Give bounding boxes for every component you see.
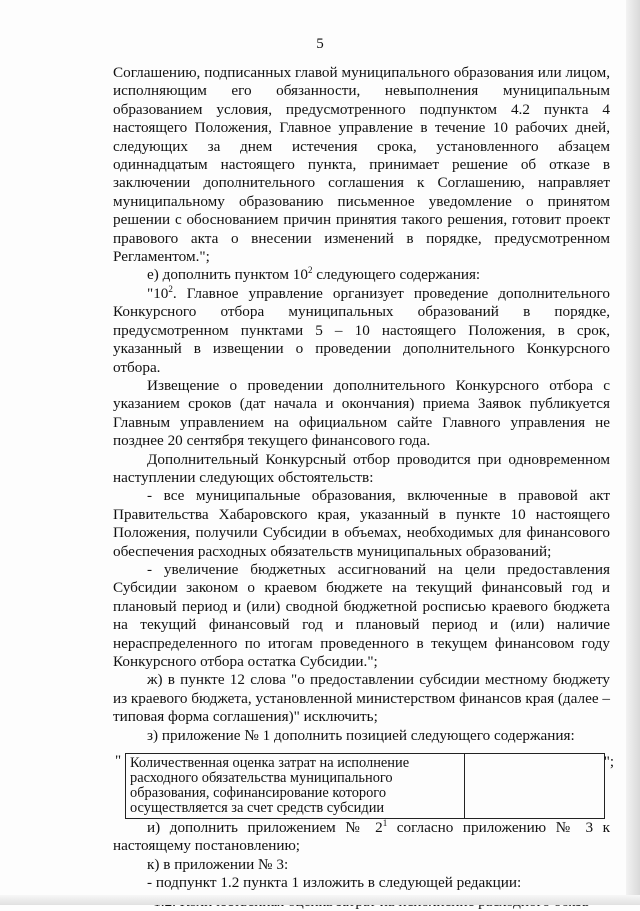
superscript: 2 [308, 265, 313, 276]
paragraph-item-zh: ж) в пункте 12 слова "о предоставлении субсидии местному бюджету из краевого бюджета, установленной министерством финансов края (далее – типовая форма соглашения)" исключить; [113, 671, 610, 726]
paragraph-condition-1: - все муниципальные образования, включенные в правовой акт Правительства Хабаровского края, указанный в пункте 10 настоящего Положения, получили Субсидии в объемах, необходимых для финансового обеспечения расходных обязательств муниципальных образований; [113, 487, 610, 560]
paragraph-10-2-number: "10 [147, 284, 169, 302]
paragraph-item-e-text: е) дополнить пунктом 10 [147, 266, 308, 284]
paragraph-condition-2: - увеличение бюджетных ассигнований на цели предоставления Субсидии законом о краевом бюджете на текущий финансовый год и плановый период и (или) сводной бюджетной росписью краевого бюджета на текущий финансовый год и плановый период и (или) наличие нераспределенного по итогам проведенного в текущем финансовом году Конкурсного отбора остатка Субсидии."; [113, 560, 610, 670]
closing-quote: "; [603, 754, 614, 771]
page-edge-shadow [626, 0, 640, 905]
opening-quote: " [115, 753, 122, 770]
paragraph-item-k: к) в приложении № 3: [147, 855, 289, 873]
paragraph-item-i-text: и) дополнить приложением № 2 [147, 819, 383, 837]
paragraph-item-z: з) приложение № 1 дополнить позицией следующего содержания: [147, 726, 575, 744]
inserted-position-block [115, 753, 614, 817]
paragraph-10-2-text: . Главное управление организует проведение дополнительного Конкурсного отбора муниципальных образований в порядке, предусмотренном пунктами 5 – 10 настоящего Положения, в срок, указанный в извещении о проведении дополнительного Конкурсного отбора. [113, 284, 610, 376]
superscript: 1 [382, 818, 388, 829]
superscript: 2 [168, 283, 173, 294]
document-body [113, 64, 614, 911]
paragraph-item-e-tail: следующего содержания: [312, 266, 481, 284]
paragraph-conditions: Дополнительный Конкурсный отбор проводится при одновременном наступлении следующих обстоятельств: [113, 450, 610, 486]
page-bottom-edge [0, 895, 640, 905]
table-cell-value [465, 754, 605, 819]
paragraph-continuation: Соглашению, подписанных главой муниципального образования или лицом, исполняющим его обязанности, невыполнения муниципальным образованием условия, предусмотренного подпунктом 4.2 пункта 4 настоящего Положения, Главное управление в течение 10 рабочих дней, следующих за днем истечения срока, установленного абзацем одиннадцатым настоящего пункта, принимает решение об отказе в заключении дополнительного соглашения к Соглашению, направляет муниципальному образованию письменное уведомление о принятом решении с обоснованием причин принятия такого решения, готовит проект правового акта о внесении изменений в порядке, предусмотренном Регламентом."; [113, 64, 610, 266]
table-row [126, 754, 605, 819]
table-cell-description: Количественная оценка затрат на исполнение расходного обязательства муниципального образования, софинансирование которого осуществляется за счет средств субсидии [126, 754, 465, 819]
page-number: 5 [316, 36, 324, 52]
paragraph-item-i [113, 819, 610, 856]
paragraph-10-2 [113, 285, 610, 377]
position-table [125, 753, 605, 819]
paragraph-subitem: - подпункт 1.2 пункта 1 изложить в следующей редакции: [147, 874, 522, 892]
paragraph-item-e [113, 266, 610, 284]
paragraph-item-i-tail: согласно приложению № 3 к настоящему постановлению; [113, 819, 610, 855]
paragraph-notice: Извещение о проведении дополнительного Конкурсного отбора с указанием сроков (дат начала и окончания) приема Заявок публикуется Главным управлением на официальном сайте Главного управления не позднее 20 сентября текущего финансового года. [113, 376, 610, 450]
